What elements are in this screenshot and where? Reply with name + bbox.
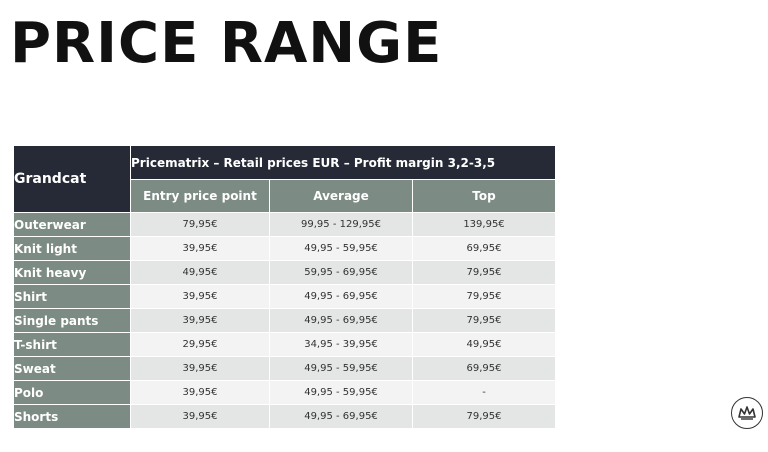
- average-price-cell: 59,95 - 69,95€: [270, 261, 413, 285]
- entry-price-cell: 39,95€: [131, 285, 270, 309]
- average-price-cell: 49,95 - 59,95€: [270, 237, 413, 261]
- average-price-cell: 49,95 - 59,95€: [270, 357, 413, 381]
- row-label: Outerwear: [14, 213, 131, 237]
- top-price-cell: 79,95€: [413, 309, 556, 333]
- average-price-cell: 99,95 - 129,95€: [270, 213, 413, 237]
- row-label: Knit heavy: [14, 261, 131, 285]
- column-header-top: Top: [413, 180, 556, 213]
- matrix-title-header: Pricematrix – Retail prices EUR – Profit margin 3,2-3,5: [131, 146, 556, 180]
- entry-price-cell: 39,95€: [131, 237, 270, 261]
- entry-price-cell: 79,95€: [131, 213, 270, 237]
- crown-logo-icon: [732, 398, 762, 428]
- table-row: [14, 261, 556, 285]
- table-row: [14, 333, 556, 357]
- row-label: Single pants: [14, 309, 131, 333]
- row-label: Polo: [14, 381, 131, 405]
- average-price-cell: 49,95 - 69,95€: [270, 309, 413, 333]
- row-label: Sweat: [14, 357, 131, 381]
- top-price-cell: 79,95€: [413, 261, 556, 285]
- average-price-cell: 49,95 - 69,95€: [270, 405, 413, 429]
- table-row: [14, 405, 556, 429]
- entry-price-cell: 39,95€: [131, 381, 270, 405]
- top-price-cell: 69,95€: [413, 237, 556, 261]
- table-row: [14, 285, 556, 309]
- top-price-cell: 49,95€: [413, 333, 556, 357]
- entry-price-cell: 39,95€: [131, 357, 270, 381]
- row-label: Knit light: [14, 237, 131, 261]
- average-price-cell: 49,95 - 59,95€: [270, 381, 413, 405]
- row-label: Shirt: [14, 285, 131, 309]
- row-label: Shorts: [14, 405, 131, 429]
- entry-price-cell: 49,95€: [131, 261, 270, 285]
- entry-price-cell: 39,95€: [131, 405, 270, 429]
- average-price-cell: 34,95 - 39,95€: [270, 333, 413, 357]
- top-price-cell: 79,95€: [413, 405, 556, 429]
- grandcat-header: Grandcat: [14, 146, 131, 213]
- entry-price-cell: 29,95€: [131, 333, 270, 357]
- column-header-average: Average: [270, 180, 413, 213]
- table-row: [14, 381, 556, 405]
- top-price-cell: 69,95€: [413, 357, 556, 381]
- table-row: [14, 237, 556, 261]
- entry-price-cell: 39,95€: [131, 309, 270, 333]
- price-matrix-table: [13, 145, 556, 429]
- average-price-cell: 49,95 - 69,95€: [270, 285, 413, 309]
- top-price-cell: 139,95€: [413, 213, 556, 237]
- page-title: PRICE RANGE: [10, 11, 443, 76]
- table-row: [14, 309, 556, 333]
- top-price-cell: -: [413, 381, 556, 405]
- top-price-cell: 79,95€: [413, 285, 556, 309]
- column-header-entry: Entry price point: [131, 180, 270, 213]
- crown-logo-icon: [731, 397, 763, 429]
- row-label: T-shirt: [14, 333, 131, 357]
- table-row: [14, 357, 556, 381]
- table-row: [14, 213, 556, 237]
